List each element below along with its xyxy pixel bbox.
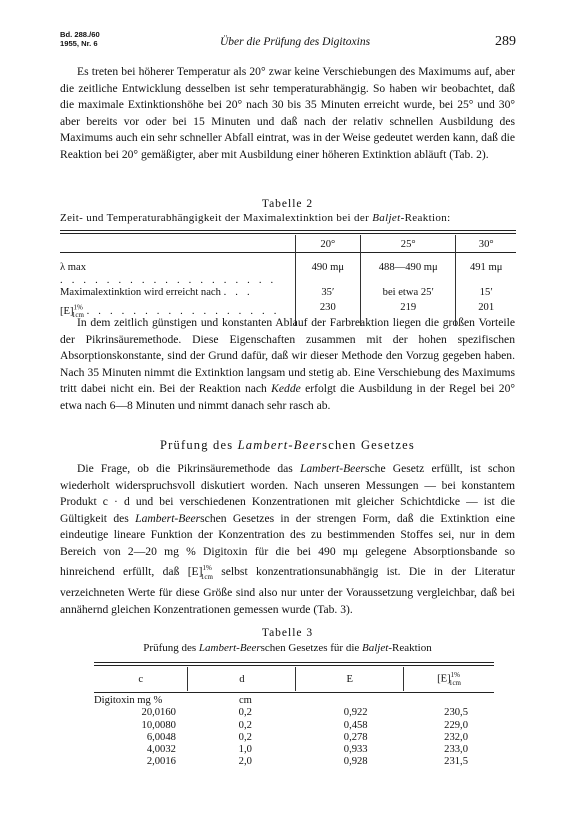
row-label-text: Maximalextinktion wird erreicht nach [60, 287, 221, 298]
table-row [94, 744, 494, 756]
table2-top-rule [60, 230, 516, 231]
table3-cell: 232,0 [444, 731, 468, 743]
table-row [60, 253, 516, 287]
table3-header-cell: $[E]^{1\%}_{1cm}$ [404, 667, 494, 691]
table3-header-cell: d [188, 667, 296, 691]
table2-cell: 491 mμ [456, 253, 516, 287]
table3-cell: 233,0 [444, 744, 468, 756]
table3-cell: 20,0160 [141, 707, 176, 719]
paragraph-lambert-beer [60, 461, 515, 619]
paragraph-temperature: Es treten bei höherer Temperatur als 20° zwar keine Verschiebungen des Maximums auf, aber die zeitliche Entwicklung desselben ist sehr temperaturabhängig. So haben wir beobachtet, daß die maximale Extinktionshöhe bei 20° nach 30 bis 35 Minuten erreicht wurde, bei 25° und 30° aber bereits vor oder bei 15 Minuten und daß nach der relativ schnellen Ausbildung des Maximums auch ein sehr schneller Abfall eintrat, was in der Weise gedeutet werden kann, daß die Reaktion bei 20° gemäßigter, aber mit Ausbildung einer höheren Extinktion abläuft (Tab. 2). [60, 65, 515, 161]
table3-caption [60, 642, 515, 654]
table-row [94, 720, 494, 732]
table3-cell: 0,922 [343, 707, 368, 719]
table2-header-row [60, 235, 516, 253]
table2-cell: 488—490 mμ [361, 253, 456, 287]
table3-header-cell: c [138, 673, 144, 685]
journal-volume: Bd. 288./60 [60, 30, 100, 39]
journal-volume-info [60, 31, 100, 48]
leader-dots: . . . . . . . . . . . . . . . . . . . [60, 274, 277, 286]
table2-cell: 35′ [295, 287, 361, 300]
table3-unit-row [94, 691, 494, 707]
table2-row-label [60, 253, 295, 287]
table3-title: Tabelle 3 [261, 627, 314, 639]
table2-caption [60, 212, 515, 224]
table2-header-cell: 25° [361, 235, 456, 253]
table2-cell: 490 mμ [295, 253, 361, 287]
table2-header-cell: 30° [456, 235, 516, 253]
page-number: 289 [495, 34, 516, 49]
table-row [94, 756, 494, 768]
table3-cell: 10,0080 [141, 719, 176, 731]
table3-cell: 2,0016 [146, 756, 176, 768]
table2-top-rule-2 [60, 233, 516, 234]
table3-cell: 231,5 [444, 756, 468, 768]
table2-header-cell [60, 235, 295, 253]
paragraph-advantages-text: In dem zeitlich günstigen und konstanten Ablauf der Farbreaktion liegen die großen Vorteile der Pikrinsäuremethode. Diese Eigenschaften zusammen mit der hohen spezifischen Absorptionskonstante, sind der Grund dafür, daß wir dieser Methode den Vorzug gegeben haben. Nach 35 Minuten nimmt die Extinktion langsam und stetig ab. Eine Verschiebung des Maximums tritt dabei nicht ein. Bei der Reaktion nach Kedde erfolgt die Ausbildung in der Regel bei 20° etwa nach 6—8 Minuten und nimmt danach sehr rasch ab. [60, 316, 516, 412]
table2-caption-text: Zeit- und Temperaturabhängigkeit der Maximalextinktion bei der Baljet-Reaktion: [60, 212, 451, 224]
table3-cell: 0,278 [343, 731, 368, 743]
table3-cell: 4,0032 [146, 744, 176, 756]
table-row [60, 287, 516, 300]
leader-dots: . . . [223, 287, 253, 298]
table2 [60, 235, 516, 326]
table3-top-rule [94, 662, 494, 663]
section-heading-text: Prüfung des Lambert-Beerschen Gesetzes [160, 438, 415, 452]
table3-cell: 230,5 [444, 707, 468, 719]
table-row [94, 732, 494, 744]
running-title: Über die Prüfung des Digitoxins [219, 36, 371, 48]
table2-cell: 201 [456, 300, 516, 326]
leader-dots: . . . . . . . . . . . . . . . . . [86, 306, 280, 318]
table2-cell: 219 [361, 300, 456, 326]
journal-issue: 1955, Nr. 6 [60, 38, 98, 48]
table2-row-label [60, 287, 295, 300]
row-label-text: λ max [60, 262, 87, 273]
table3 [94, 667, 494, 769]
table3-cell: 0,458 [343, 719, 368, 731]
table3-cell: 0,928 [343, 756, 368, 768]
table3-cell: 229,0 [444, 719, 468, 731]
table2-header-cell: 20° [295, 235, 361, 253]
table3-cell: 0,2 [238, 731, 252, 743]
table3-cell: 0,933 [343, 744, 368, 756]
table2-title: Tabelle 2 [261, 198, 314, 210]
table3-unit-cell: Digitoxin mg % [94, 695, 163, 706]
section-heading [60, 438, 515, 453]
table3-unit-cell: cm [238, 695, 252, 706]
table3-cell: 2,0 [238, 756, 252, 768]
table2-cell: bei etwa 25′ [361, 287, 456, 300]
table3-cell: 6,0048 [146, 731, 176, 743]
table3-top-rule-2 [94, 665, 494, 666]
table3-unit-cell [404, 691, 494, 707]
table3-cell: 0,2 [238, 707, 252, 719]
table-row [94, 707, 494, 719]
table2-cell: 15′ [456, 287, 516, 300]
paragraph-lambert-beer-text: Die Frage, ob die Pikrinsäuremethode das Lambert-Beersche Gesetz erfüllt, ist schon wiederholt widerspruchsvoll diskutiert worden. Nach unseren Messungen — bei konstantem Produkt c · d und bei verschiedenen Konzentrationen mit gleicher Schichtdicke — ist die Gültigkeit des Lambert-Beerschen Gesetzes in der strengen Form, daß die Extinktion eine eindeutige lineare Funktion der Konzentration des zu bestimmenden Stoffes sei, nur in dem Bereich von 2—20 mg % Digitoxin für die bei 490 mμ gelegene Absorptionsbande so hinreichend erfüllt, daß $[E]^{1\%}_{1cm}$ selbst konzentrationsunabhängig ist. Die in der Literatur verzeichneten Werte für diese Größe sind also nur unter der Voraussetzung vergleichbar, daß bei annähernd gleichen Konzentrationen gemessen wurde (Tab. 3). [60, 462, 515, 616]
table3-cell: 1,0 [238, 744, 252, 756]
paragraph-advantages [60, 315, 515, 415]
table3-cell: 0,2 [238, 719, 252, 731]
table3-header-cell: E [296, 667, 404, 691]
table3-caption-text: Prüfung des Lambert-Beerschen Gesetzes für die Baljet-Reaktion [143, 642, 432, 654]
E-symbol: $[E]^{1\%}_{1cm}$ [60, 303, 84, 320]
table3-unit-cell [296, 691, 404, 707]
table3-header-row [94, 667, 494, 691]
table2-cell: 230 [295, 300, 361, 326]
